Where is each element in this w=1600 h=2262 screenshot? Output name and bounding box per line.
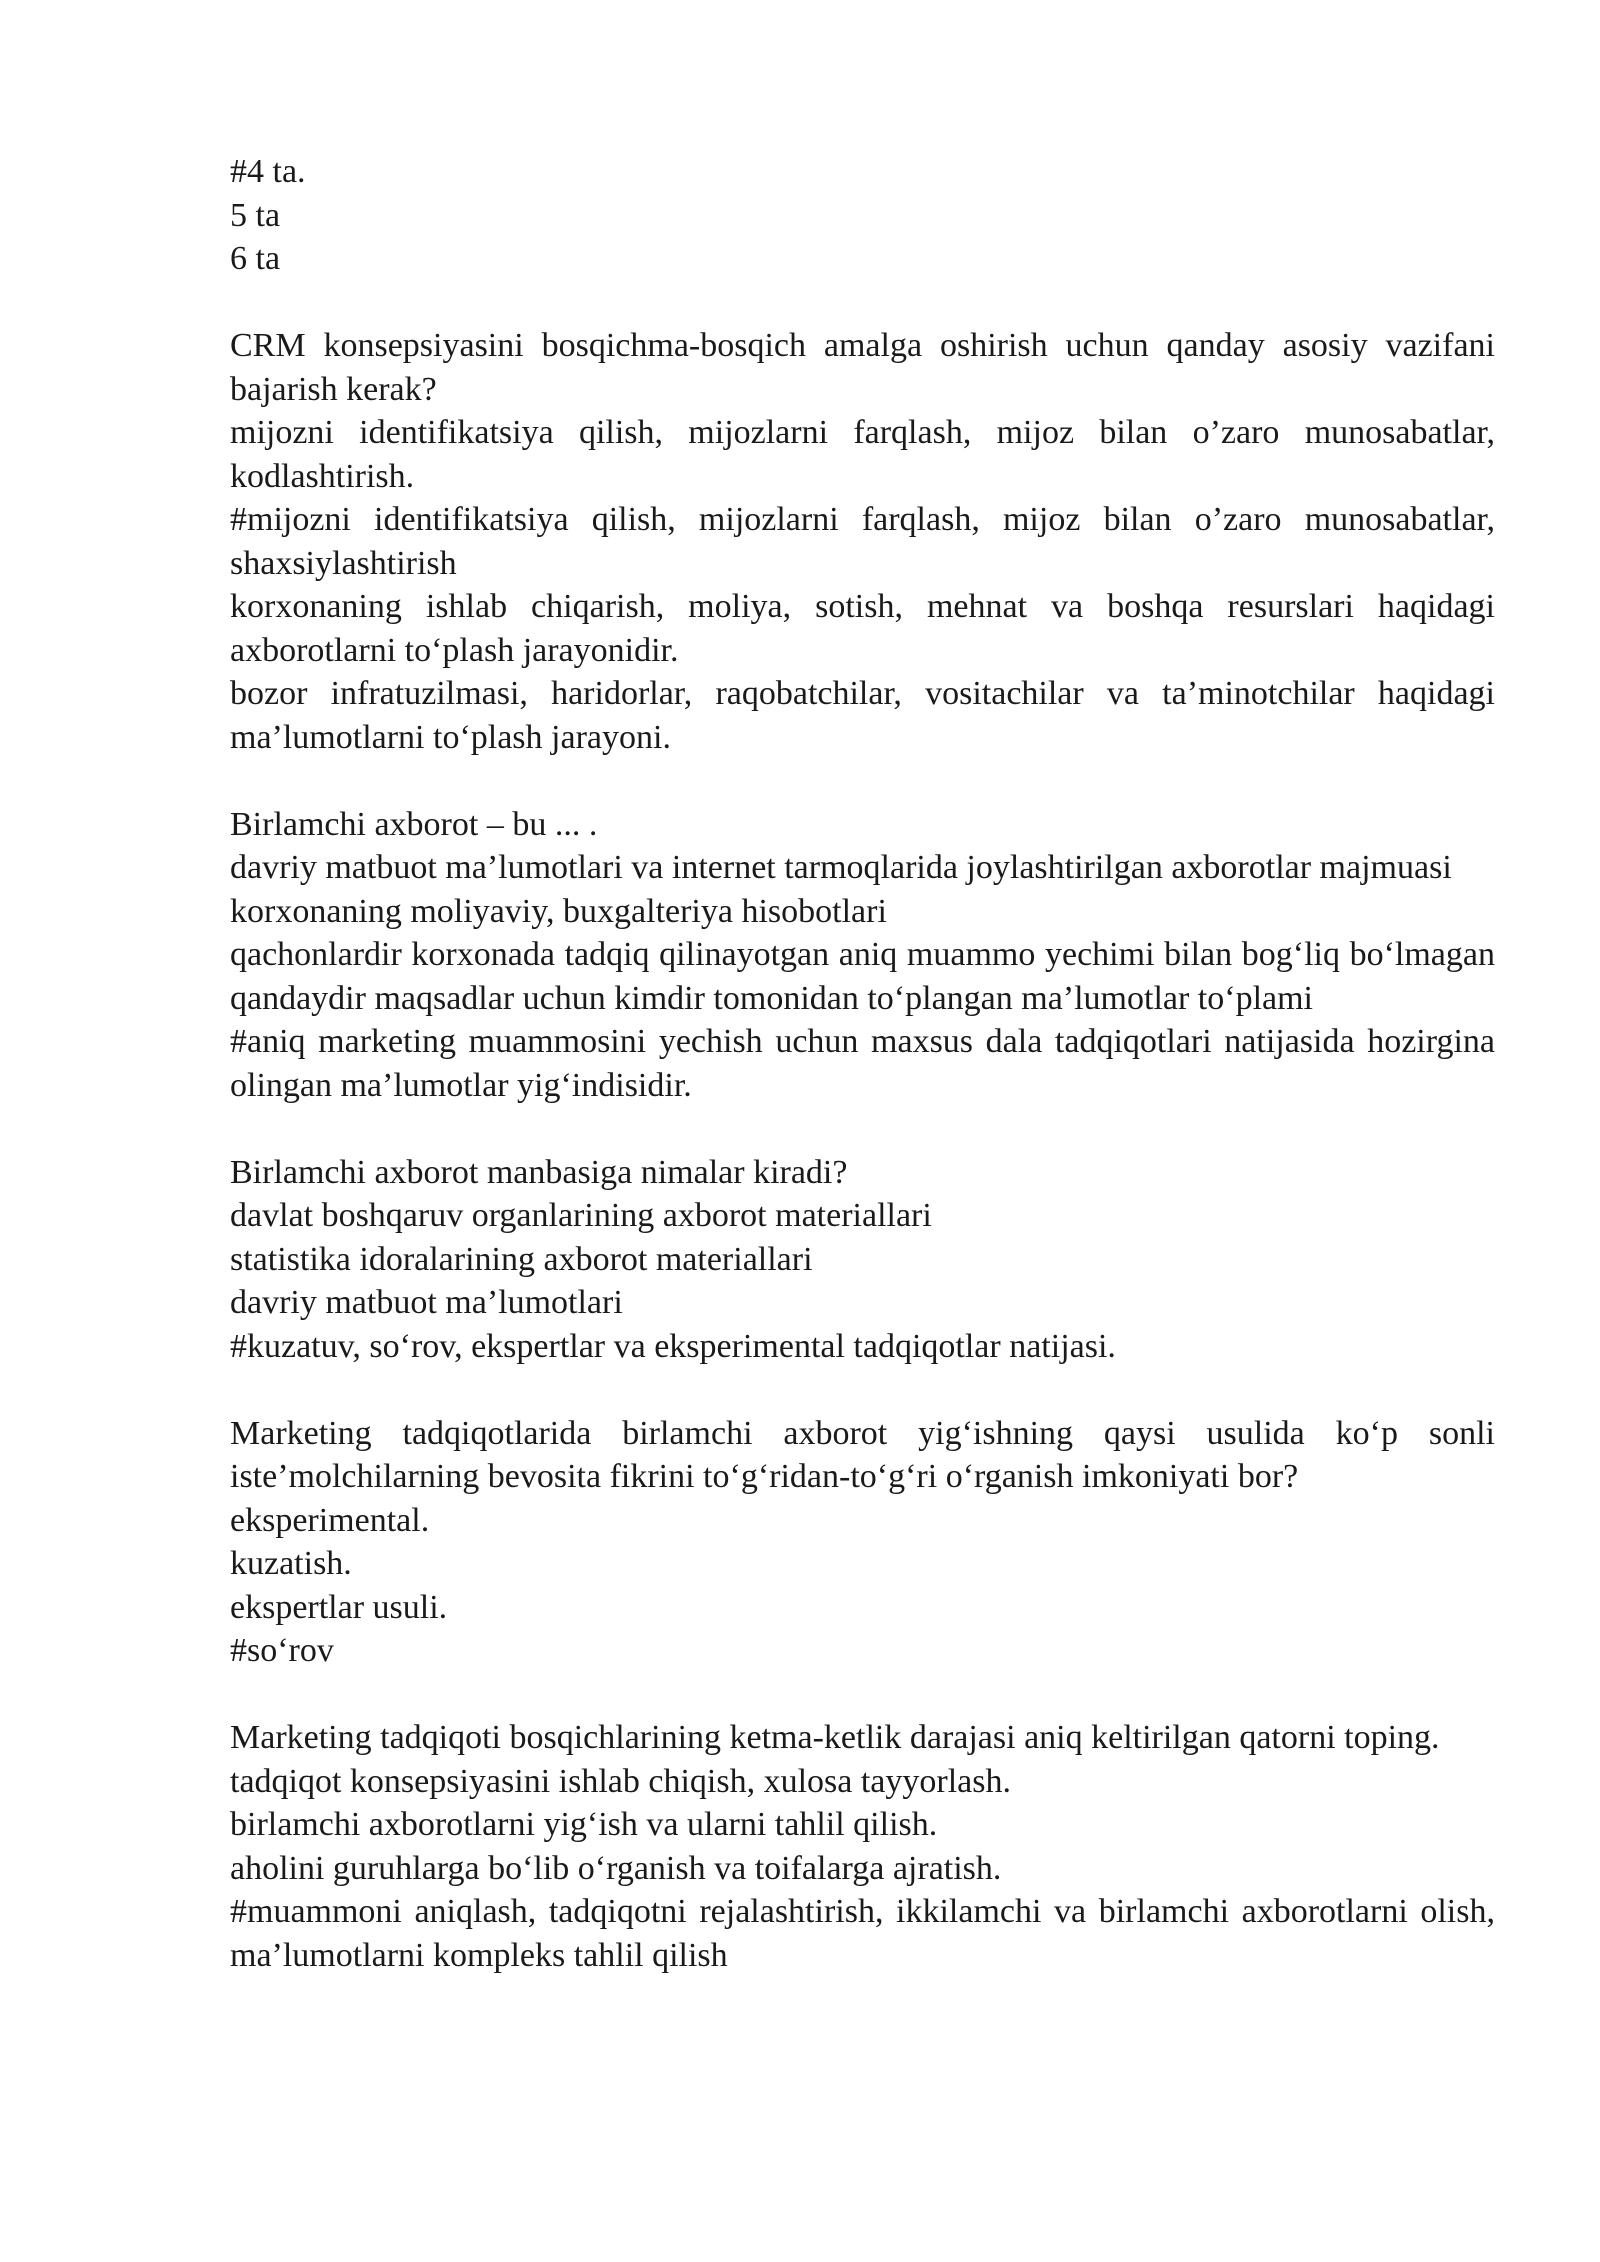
- answer-option: birlamchi axborotlarni yig‘ish va ularni tahlil qilish.: [230, 1806, 938, 1843]
- answer-option: statistika idoralarining axborot materiallari: [230, 1240, 813, 1278]
- paragraph-gap: [230, 1673, 1495, 1717]
- answer-option: korxonaning ishlab chiqarish, moliya, sotish, mehnat va boshqa resurslari haqidagi axborotlarni to‘plash jarayonidir.: [230, 588, 1495, 669]
- question-block: [230, 1151, 1495, 1369]
- question-text: CRM konsepsiyasini bosqichma-bosqich amalga oshirish uchun qanday asosiy vazifani bajarish kerak?: [230, 327, 1495, 408]
- lead-options: [230, 150, 1495, 281]
- paragraph-gap: [230, 1107, 1495, 1151]
- question-block: [230, 1716, 1495, 1977]
- document-page: [230, 150, 1495, 1977]
- question-text: Marketing tadqiqotlarida birlamchi axborot yig‘ishning qaysi usulida ko‘p sonli iste’molchilarning bevosita fikrini to‘g‘ridan-to‘g‘ri o‘rganish imkoniyati bor?: [230, 1414, 1495, 1495]
- paragraph-gap: [230, 281, 1495, 325]
- answer-option: eksperimental.: [230, 1501, 430, 1539]
- answer-option: bozor infratuzilmasi, haridorlar, raqobatchilar, vositachilar va ta’minotchilar haqidagi ma’lumotlarni to‘plash jarayoni.: [230, 675, 1495, 756]
- answer-option: korxonaning moliyaviy, buxgalteriya hisobotlari: [230, 892, 887, 930]
- paragraph-gap: [230, 1368, 1495, 1412]
- answer-option: davlat boshqaruv organlarining axborot materiallari: [230, 1197, 932, 1234]
- question-block: [230, 324, 1495, 759]
- answer-option: #muammoni aniqlash, tadqiqotni rejalashtirish, ikkilamchi va birlamchi axborotlarni olish, ma’lumotlarni kompleks tahlil qilish: [230, 1893, 1495, 1974]
- answer-option: #4 ta.: [230, 153, 306, 190]
- answer-option: aholini guruhlarga bo‘lib o‘rganish va toifalarga ajratish.: [230, 1849, 1002, 1887]
- answer-option: davriy matbuot ma’lumotlari: [230, 1284, 623, 1321]
- question-text: Birlamchi axborot manbasiga nimalar kiradi?: [230, 1153, 848, 1191]
- question-text: Birlamchi axborot – bu ... .: [230, 805, 598, 843]
- question-text: Marketing tadqiqoti bosqichlarining ketma-ketlik darajasi aniq keltirilgan qatorni toping.: [230, 1719, 1440, 1756]
- answer-option: kuzatish.: [230, 1545, 352, 1582]
- answer-option: ekspertlar usuli.: [230, 1588, 448, 1626]
- answer-option: #so‘rov: [230, 1632, 334, 1669]
- answer-option: 5 ta: [230, 196, 281, 234]
- answer-option: #mijozni identifikatsiya qilish, mijozlarni farqlash, mijoz bilan o’zaro munosabatlar, shaxsiylashtirish: [230, 501, 1495, 582]
- question-block: [230, 1412, 1495, 1673]
- answer-option: #aniq marketing muammosini yechish uchun maxsus dala tadqiqotlari natijasida hozirgina olingan ma’lumotlar yig‘indisidir.: [230, 1023, 1495, 1104]
- question-block: [230, 803, 1495, 1108]
- answer-option: mijozni identifikatsiya qilish, mijozlarni farqlash, mijoz bilan o’zaro munosabatlar, kodlashtirish.: [230, 414, 1495, 495]
- answer-option: 6 ta: [230, 240, 281, 277]
- answer-option: davriy matbuot ma’lumotlari va internet tarmoqlarida joylashtirilgan axborotlar majmuasi: [230, 849, 1452, 886]
- answer-option: #kuzatuv, so‘rov, ekspertlar va eksperimental tadqiqotlar natijasi.: [230, 1327, 1116, 1365]
- answer-option: qachonlardir korxonada tadqiq qilinayotgan aniq muammo yechimi bilan bog‘liq bo‘lmagan qandaydir maqsadlar uchun kimdir tomonidan to‘plangan ma’lumotlar to‘plami: [230, 936, 1495, 1017]
- paragraph-gap: [230, 759, 1495, 803]
- answer-option: tadqiqot konsepsiyasini ishlab chiqish, xulosa tayyorlash.: [230, 1762, 1011, 1800]
